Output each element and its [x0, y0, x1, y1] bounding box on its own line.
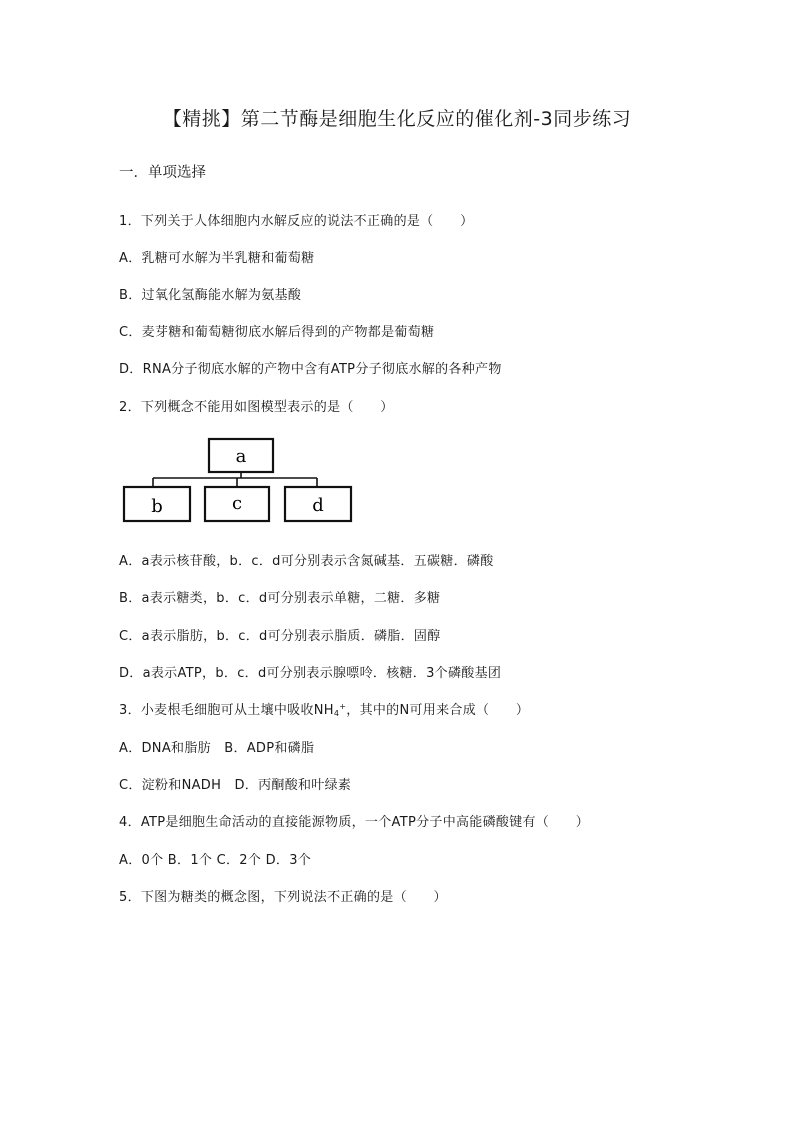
question-3-stem-text: 3．小麦根毛细胞可从土壤中吸收NH: [119, 703, 334, 718]
question-5-stem: 5．下图为糖类的概念图，下列说法不正确的是（ ）: [119, 890, 447, 905]
question-2-option-c: C．a表示脂肪，b．c．d可分别表示脂质．磷脂．固醇: [119, 629, 441, 644]
question-1-option-c: C．麦芽糖和葡萄糖彻底水解后得到的产物都是葡萄糖: [119, 325, 435, 340]
question-3-subscript: 4: [333, 709, 340, 718]
question-3-stem-tail: ，其中的N可用来合成（ ）: [346, 703, 530, 718]
question-1-stem: 1．下列关于人体细胞内水解反应的说法不正确的是（ ）: [119, 214, 474, 229]
question-4-options: A．0个 B．1个 C．2个 D．3个: [119, 853, 312, 868]
question-3-superscript: +: [339, 702, 347, 711]
diagram-label-c: c: [231, 493, 243, 514]
question-1-option-d: D．RNA分子彻底水解的产物中含有ATP分子彻底水解的各种产物: [119, 362, 502, 377]
question-4-stem: 4．ATP是细胞生命活动的直接能源物质，一个ATP分子中高能磷酸键有（ ）: [119, 815, 589, 830]
question-2-option-d: D．a表示ATP，b．c．d可分别表示腺嘌呤．核糖．3个磷酸基团: [119, 666, 502, 681]
diagram-label-a: a: [235, 446, 247, 467]
diagram-label-b: b: [151, 496, 163, 517]
question-3-options-row-1: A．DNA和脂肪 B．ADP和磷脂: [119, 741, 315, 756]
concept-tree-diagram: [119, 434, 359, 528]
document-title: 【精挑】第二节酶是细胞生化反应的催化剂-3同步练习: [162, 108, 632, 130]
diagram-label-d: d: [312, 495, 324, 516]
question-1-option-b: B．过氧化氢酶能水解为氨基酸: [119, 288, 302, 303]
section-heading: 一．单项选择: [119, 165, 206, 181]
question-2-option-a: A．a表示核苷酸，b．c．d可分别表示含氮碱基．五碳糖．磷酸: [119, 554, 494, 569]
question-2-option-b: B．a表示糖类，b．c．d可分别表示单糖，二糖．多糖: [119, 591, 441, 606]
question-1-option-a: A．乳糖可水解为半乳糖和葡萄糖: [119, 251, 315, 266]
question-3-options-row-2: C．淀粉和NADH D．丙酮酸和叶绿素: [119, 778, 352, 793]
question-2-stem: 2．下列概念不能用如图模型表示的是（ ）: [119, 400, 394, 415]
question-3-stem: [119, 699, 529, 718]
